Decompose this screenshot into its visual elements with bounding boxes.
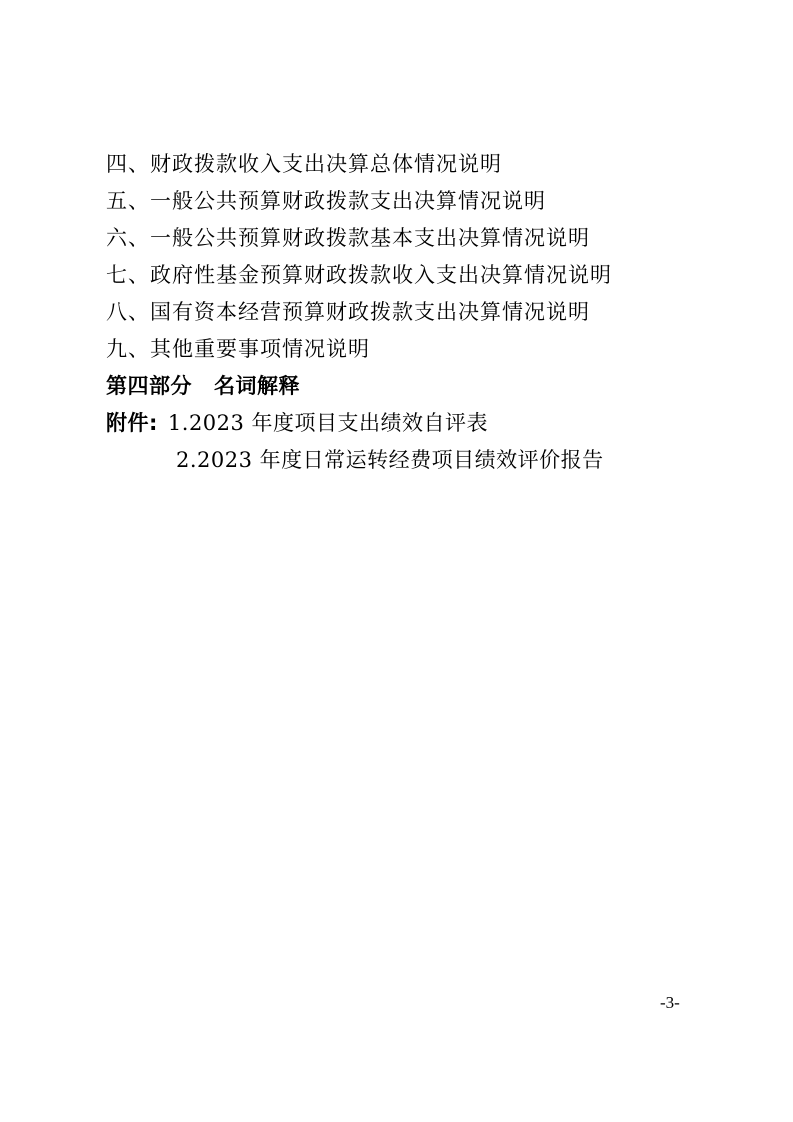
- attachment-line-1: [106, 411, 488, 435]
- attachment-item-2: 2.2023 年度日常运转经费项目绩效评价报告: [176, 448, 604, 472]
- toc-item-5: 五、一般公共预算财政拨款支出决算情况说明: [106, 189, 546, 213]
- toc-item-7: 七、政府性基金预算财政拨款收入支出决算情况说明: [106, 263, 612, 287]
- attachment-item-1: 1.2023 年度项目支出绩效自评表: [167, 411, 489, 435]
- toc-item-6: 六、一般公共预算财政拨款基本支出决算情况说明: [106, 226, 590, 250]
- part4-heading: [106, 374, 300, 398]
- toc-item-8: 八、国有资本经营预算财政拨款支出决算情况说明: [106, 300, 590, 324]
- toc-item-4: 四、财政拨款收入支出决算总体情况说明: [106, 152, 502, 176]
- page-number: -3-: [660, 993, 680, 1012]
- attachments-label: 附件:: [106, 411, 158, 435]
- part4-title: 名词解释: [214, 374, 300, 398]
- toc-item-9: 九、其他重要事项情况说明: [106, 337, 370, 361]
- part4-label: 第四部分: [106, 374, 192, 398]
- attachment-line-2: [176, 448, 604, 472]
